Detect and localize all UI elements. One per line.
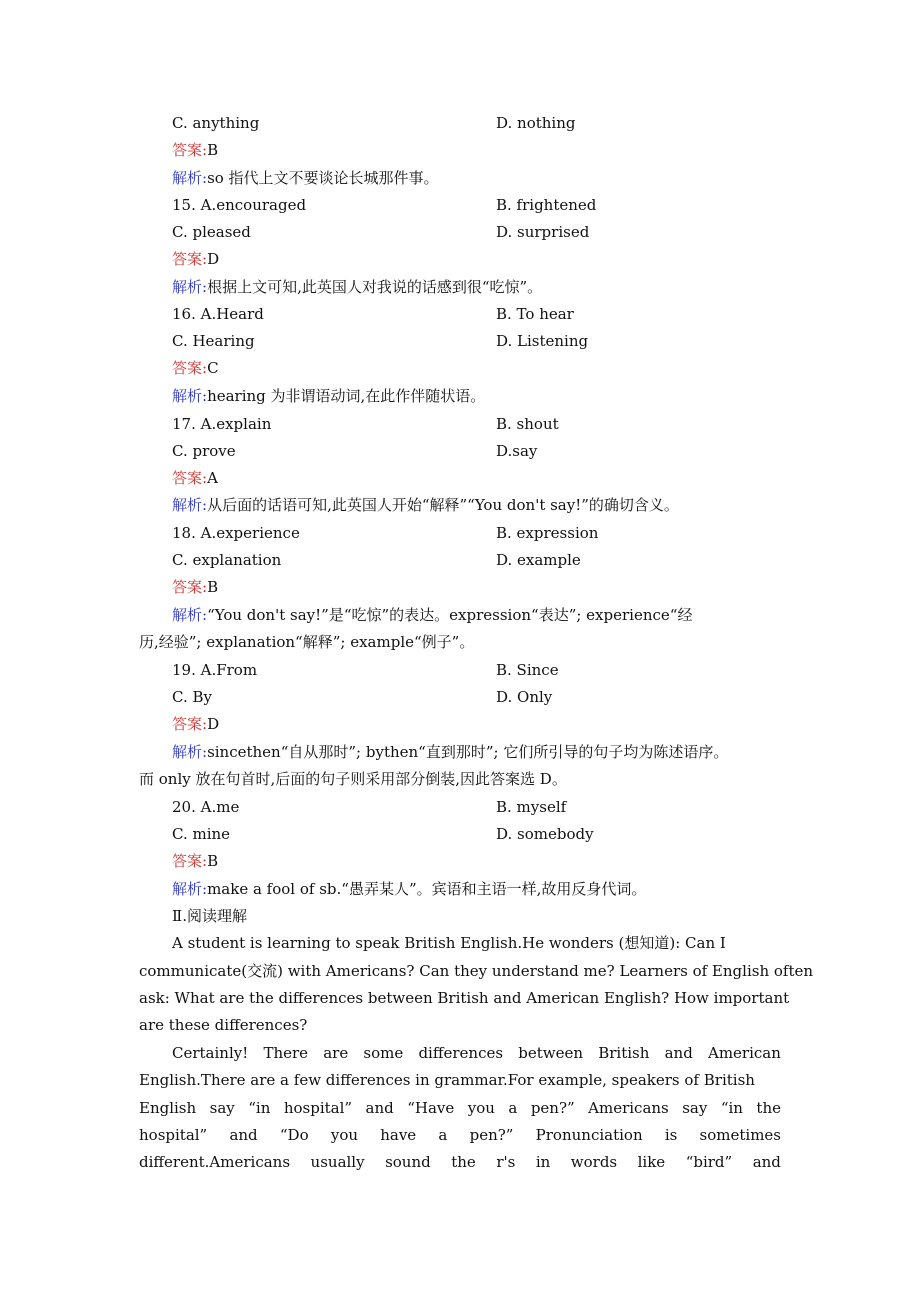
q18-option-a: 18. A.experience bbox=[172, 524, 300, 542]
word: have bbox=[380, 1126, 417, 1144]
section-title: Ⅱ.阅读理解 bbox=[172, 907, 247, 925]
word: different.Americans bbox=[139, 1153, 291, 1171]
word: the bbox=[756, 1099, 781, 1117]
word: English bbox=[139, 1099, 197, 1117]
answer-label: 答案: bbox=[172, 852, 208, 870]
q17-option-a: 17. A.explain bbox=[172, 415, 272, 433]
passage-line: are these differences? bbox=[139, 1016, 308, 1034]
q20-analysis-line bbox=[172, 879, 646, 899]
q18-option-d: D. example bbox=[496, 551, 581, 569]
word: pen?” bbox=[530, 1099, 575, 1117]
passage-line bbox=[139, 1098, 781, 1118]
word: “in bbox=[720, 1099, 743, 1117]
word: British bbox=[598, 1044, 650, 1062]
analysis-text: “You don't say!”是“吃惊”的表达。expression“表达”; experience“经 bbox=[207, 606, 693, 624]
answer-value: B bbox=[207, 578, 219, 596]
q20-option-d: D. somebody bbox=[496, 825, 594, 843]
word: Pronunciation bbox=[535, 1126, 643, 1144]
answer-value: D bbox=[207, 715, 220, 733]
q15-analysis-line bbox=[172, 277, 542, 297]
q19-option-b: B. Since bbox=[496, 661, 559, 679]
word: is bbox=[664, 1126, 678, 1144]
answer-label: 答案: bbox=[172, 359, 208, 377]
passage-line bbox=[139, 1125, 781, 1145]
passage-line bbox=[139, 1152, 781, 1172]
q20-option-a: 20. A.me bbox=[172, 798, 240, 816]
answer-label: 答案: bbox=[172, 250, 208, 268]
analysis-label: 解析: bbox=[172, 880, 208, 898]
word: “in bbox=[248, 1099, 271, 1117]
q20-option-b: B. myself bbox=[496, 798, 567, 816]
analysis-text: make a fool of sb.“愚弄某人”。宾语和主语一样,故用反身代词。 bbox=[207, 880, 647, 898]
answer-value: B bbox=[207, 141, 219, 159]
word: hospital” bbox=[283, 1099, 353, 1117]
word: the bbox=[451, 1153, 476, 1171]
word: differences bbox=[418, 1044, 504, 1062]
answer-label: 答案: bbox=[172, 141, 208, 159]
q16-option-b: B. To hear bbox=[496, 305, 574, 323]
q15-option-c: C. pleased bbox=[172, 223, 251, 241]
q15-option-a: 15. A.encouraged bbox=[172, 196, 307, 214]
analysis-label: 解析: bbox=[172, 743, 208, 761]
q16-option-a: 16. A.Heard bbox=[172, 305, 264, 323]
word: a bbox=[438, 1126, 448, 1144]
analysis-text: so 指代上文不要谈论长城那件事。 bbox=[207, 169, 439, 187]
analysis-label: 解析: bbox=[172, 169, 208, 187]
answer-label: 答案: bbox=[172, 715, 208, 733]
q19-analysis-line bbox=[172, 742, 728, 762]
q19-option-d: D. Only bbox=[496, 688, 553, 706]
word: sound bbox=[385, 1153, 431, 1171]
word: sometimes bbox=[699, 1126, 781, 1144]
word: you bbox=[330, 1126, 359, 1144]
word: Certainly! bbox=[172, 1044, 249, 1062]
word: There bbox=[263, 1044, 309, 1062]
word: between bbox=[518, 1044, 584, 1062]
analysis-text: sincethen“自从那时”; bythen“直到那时”; 它们所引导的句子均为陈述语序。 bbox=[207, 743, 729, 761]
word: like bbox=[637, 1153, 666, 1171]
q19-option-a: 19. A.From bbox=[172, 661, 258, 679]
word: usually bbox=[310, 1153, 365, 1171]
word: say bbox=[682, 1099, 708, 1117]
answer-value: B bbox=[207, 852, 219, 870]
option-c: C. anything bbox=[172, 114, 260, 132]
analysis-label: 解析: bbox=[172, 387, 208, 405]
q16-option-c: C. Hearing bbox=[172, 332, 255, 350]
q16-answer-line bbox=[172, 358, 219, 378]
word: hospital” bbox=[139, 1126, 208, 1144]
q20-option-c: C. mine bbox=[172, 825, 231, 843]
word: some bbox=[363, 1044, 404, 1062]
q18-analysis-continuation: 历,经验”; explanation“解释”; example“例子”。 bbox=[139, 633, 475, 651]
word: in bbox=[535, 1153, 551, 1171]
answer-label: 答案: bbox=[172, 469, 208, 487]
option-d: D. nothing bbox=[496, 114, 576, 132]
word: a bbox=[508, 1099, 518, 1117]
word: and bbox=[664, 1044, 693, 1062]
word: and bbox=[365, 1099, 394, 1117]
passage-line: A student is learning to speak British English.He wonders (想知道): Can I bbox=[172, 934, 726, 952]
q19-analysis-continuation: 而 only 放在句首时,后面的句子则采用部分倒装,因此答案选 D。 bbox=[139, 770, 567, 788]
answer-value: D bbox=[207, 250, 220, 268]
word: “Have bbox=[407, 1099, 455, 1117]
q17-option-c: C. prove bbox=[172, 442, 236, 460]
q17-option-d: D.say bbox=[496, 442, 538, 460]
word: and bbox=[752, 1153, 781, 1171]
word: Americans bbox=[588, 1099, 669, 1117]
q18-option-b: B. expression bbox=[496, 524, 599, 542]
q19-option-c: C. By bbox=[172, 688, 212, 706]
q17-analysis-line bbox=[172, 495, 679, 515]
word: American bbox=[708, 1044, 781, 1062]
q16-analysis-line bbox=[172, 386, 485, 406]
q18-answer-line bbox=[172, 577, 218, 597]
passage-line: ask: What are the differences between British and American English? How important bbox=[139, 989, 790, 1007]
answer-value: C bbox=[207, 359, 219, 377]
q19-answer-line bbox=[172, 714, 219, 734]
word: words bbox=[570, 1153, 618, 1171]
analysis-label: 解析: bbox=[172, 606, 208, 624]
word: “Do bbox=[279, 1126, 309, 1144]
answer-value: A bbox=[207, 469, 218, 487]
word: pen?” bbox=[469, 1126, 514, 1144]
answer-line bbox=[172, 140, 218, 160]
word: “bird” bbox=[685, 1153, 733, 1171]
analysis-text: 从后面的话语可知,此英国人开始“解释”“You don't say!”的确切含义。 bbox=[207, 496, 679, 514]
word: r's bbox=[496, 1153, 516, 1171]
analysis-text: 根据上文可知,此英国人对我说的话感到很“吃惊”。 bbox=[207, 278, 543, 296]
passage-line: English.There are a few differences in grammar.For example, speakers of British bbox=[139, 1071, 755, 1089]
analysis-label: 解析: bbox=[172, 496, 208, 514]
q18-option-c: C. explanation bbox=[172, 551, 282, 569]
word: say bbox=[209, 1099, 235, 1117]
word: are bbox=[323, 1044, 349, 1062]
q18-analysis-line bbox=[172, 605, 692, 625]
q17-answer-line bbox=[172, 468, 218, 488]
q16-option-d: D. Listening bbox=[496, 332, 589, 350]
passage-line bbox=[172, 1043, 781, 1063]
q15-answer-line bbox=[172, 249, 219, 269]
analysis-label: 解析: bbox=[172, 278, 208, 296]
q15-option-d: D. surprised bbox=[496, 223, 590, 241]
passage-line: communicate(交流) with Americans? Can they understand me? Learners of English often bbox=[139, 962, 814, 980]
q15-option-b: B. frightened bbox=[496, 196, 597, 214]
analysis-text: hearing 为非谓语动词,在此作伴随状语。 bbox=[207, 387, 486, 405]
analysis-line bbox=[172, 168, 439, 188]
q17-option-b: B. shout bbox=[496, 415, 559, 433]
q20-answer-line bbox=[172, 851, 218, 871]
word: and bbox=[229, 1126, 258, 1144]
answer-label: 答案: bbox=[172, 578, 208, 596]
word: you bbox=[467, 1099, 495, 1117]
